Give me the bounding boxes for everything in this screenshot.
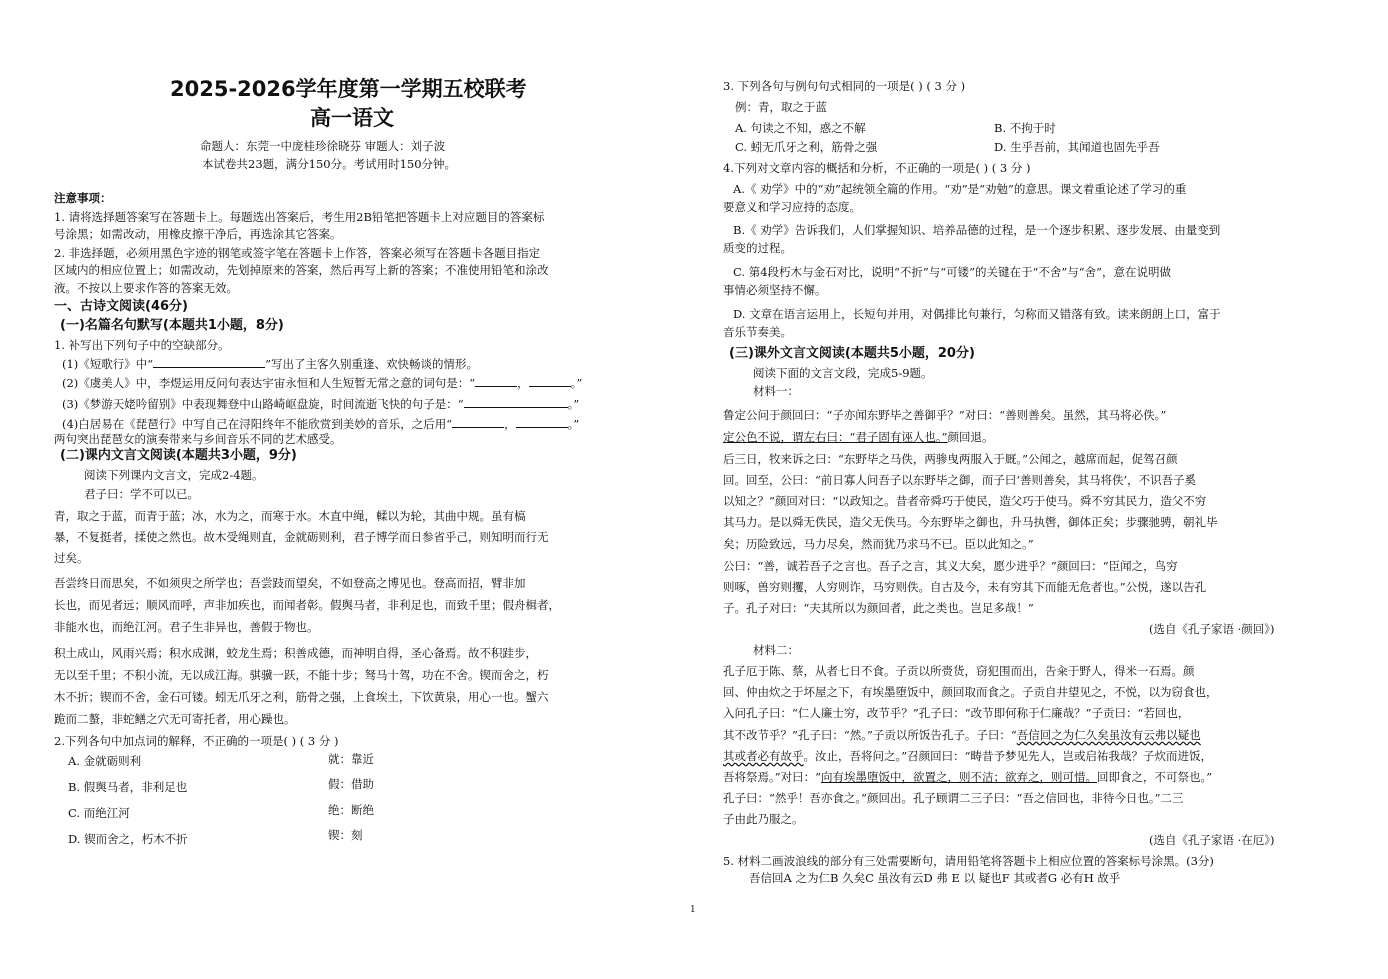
answer-blank[interactable] <box>516 416 568 428</box>
passage-line: 定公色不说，谓左右曰：“君子固有诬人也。”颜回退。 <box>723 430 994 444</box>
section-heading: 一、古诗文阅读(46分) <box>54 299 188 314</box>
passage-line: 暴，不复挺者，揉使之然也。故木受绳则直，金就砺则利，君子博学而日参省乎己，则知明而行无 <box>54 530 549 544</box>
q3-option-a[interactable]: A. 句读之不知，惑之不解 <box>735 121 866 135</box>
q3-option-b[interactable]: B. 不拘于时 <box>994 121 1056 135</box>
q3-example: 例：青，取之于蓝 <box>735 100 827 114</box>
q4-stem: 4.下列对文章内容的概括和分析，不正确的一项是( ) ( 3 分 ) <box>723 161 1031 175</box>
passage-line: 其不改节乎？”孔子曰：“然。”子贡以所饭告孔子。子曰：“吾信回之为仁久矣虽汝有云弗以疑也 <box>723 728 1201 742</box>
passage-line: 过矣。 <box>54 551 89 565</box>
passage-line: 跪而二螯，非蛇鳝之穴无可寄托者，用心躁也。 <box>54 712 296 726</box>
q2-option-d[interactable]: D. 锲而舍之，朽木不折 <box>68 832 188 846</box>
passage-line: 吾尝终日而思矣，不如须臾之所学也；吾尝跂而望矣，不如登高之博见也。登高而招，臂非加 <box>54 576 526 590</box>
q4-option-b-cont: 质变的过程。 <box>723 241 792 255</box>
q2-stem: 2.下列各句中加点词的解释，不正确的一项是( ) ( 3 分 ) <box>54 734 339 748</box>
q4-option-d-cont: 音乐节奏美。 <box>723 325 792 339</box>
material-label: 材料二： <box>753 643 799 657</box>
passage-line: 其马力。是以舜无佚民，造父无佚马。今东野毕之御也，升马执辔，御体正矣；步骤驰骋，朝礼毕 <box>723 515 1218 529</box>
passage-line: 其或者必有故乎。汝止，吾将问之。”召颜回曰：“畴昔予梦见先人，岂或启祐我哉？子炊而进饭， <box>723 749 1213 763</box>
q1-item-3: (3)《梦游天姥吟留别》中表现舞登中山路崎岖盘旋，时间流逝飞快的句子是：“ 。” <box>62 397 580 411</box>
passage-line: 青，取之于蓝，而青于蓝；冰，水为之，而寒于水。木直中绳，輮以为轮，其曲中规。虽有槁 <box>54 509 526 523</box>
passage-line: 后三日，牧来诉之曰：“东野毕之马佚，两骖曳两服入于厩。”公闻之，越席而起，促驾召颜 <box>723 452 1178 466</box>
q2-gloss-d: 锲：刻 <box>328 828 363 842</box>
passage-line: 公曰：“善，诚若吾子之言也。吾子之言，其义大矣，愿少进乎？”颜回曰：“臣闻之，鸟穷 <box>723 559 1178 573</box>
q2-option-c[interactable]: C. 而绝江河 <box>68 806 130 820</box>
notice-line: 液。不按以上要求作答的答案无效。 <box>54 281 238 295</box>
q1-item-1: (1)《短歌行》中“ ”写出了主客久别重逢、欢快畅谈的情形。 <box>62 357 479 371</box>
answer-blank[interactable] <box>153 356 265 368</box>
q2-option-a[interactable]: A. 金就砺则利 <box>68 754 142 768</box>
q3-stem: 3. 下列各句与例句句式相同的一项是( ) ( 3 分 ) <box>723 79 966 93</box>
q1-item-4-cont: 两句突出琵琶女的演奏带来与乡间音乐不同的艺术感受。 <box>54 432 342 446</box>
passage-line: 子由此乃服之。 <box>723 812 804 826</box>
passage-line: 子。孔子对曰：“夫其所以为颜回者，此之类也。岂足多哉！” <box>723 601 1034 615</box>
notice-line: 区域内的相应位置上；如需改动，先划掉原来的答案，然后再写上新的答案；不准使用铅笔和涂改 <box>54 263 549 277</box>
q3-option-c[interactable]: C. 蚓无爪牙之利，筋骨之强 <box>735 140 878 154</box>
passage-line: 积土成山，风雨兴焉；积水成渊，蛟龙生焉；积善成德，而神明自得，圣心备焉。故不积跬步， <box>54 646 537 660</box>
q1-stem: 1. 补写出下列句子中的空缺部分。 <box>54 338 230 352</box>
exam-authors: 命题人：东莞一中庞桂珍徐晓芬 审题人：刘子波 <box>200 139 446 153</box>
passage-line: 回、仲由炊之于坏屋之下，有埃墨堕饭中，颜回取而食之。子贡自井望见之，不悦，以为窃食也， <box>723 685 1218 699</box>
source-citation: (选自《孔子家语 ·在厄》) <box>1149 833 1275 847</box>
notice-line: 号涂黑；如需改动，用橡皮擦干净后，再选涂其它答案。 <box>54 227 342 241</box>
q2-gloss-a: 就：靠近 <box>328 752 374 766</box>
q5-options[interactable]: 吾信回A 之为仁B 久矣C 虽汝有云D 弗 E 以 疑也F 其或者G 必有H 故乎 <box>749 871 1121 885</box>
part-heading: (三)课外文言文阅读(本题共5小题，20分) <box>729 346 975 361</box>
q2-option-b[interactable]: B. 假舆马者，非利足也 <box>68 780 188 794</box>
part-heading: (二)课内文言文阅读(本题共3小题，9分) <box>60 448 297 463</box>
material-label: 材料一： <box>753 384 799 398</box>
exam-title: 2025-2026学年度第一学期五校联考 <box>170 77 527 101</box>
exam-info: 本试卷共23题，满分150分。考试用时150分钟。 <box>202 157 457 171</box>
passage-line: 非能水也，而绝江河。君子生非异也，善假于物也。 <box>54 620 319 634</box>
source-citation: (选自《孔子家语 ·颜回》) <box>1149 622 1275 636</box>
q3-option-d[interactable]: D. 生乎吾前，其闻道也固先乎吾 <box>994 140 1160 154</box>
passage-line: 长也，而见者远；顺风而呼，声非加疾也，而闻者彰。假舆马者，非利足也，而致千里；假舟楫者， <box>54 598 560 612</box>
passage-line: 吾将祭焉。”对曰：“向有埃墨堕饭中，欲置之，则不洁；欲弃之，则可惜。回即食之，不可祭也。” <box>723 770 1213 784</box>
q4-option-c-cont: 事情必须坚持不懈。 <box>723 283 827 297</box>
q1-item-2: (2)《虞美人》中，李煜运用反问句表达宇宙永恒和人生短暂无常之意的词句是：“ ， 。” <box>62 376 583 390</box>
passage-line: 矣；历险致远，马力尽矣，然而犹乃求马不已。臣以此知之。” <box>723 537 1034 551</box>
passage-line: 孔子曰：“然乎！吾亦食之。”颜回出。孔子顾谓二三子曰：“吾之信回也，非待今日也。”二三 <box>723 791 1184 805</box>
notice-heading: 注意事项： <box>54 191 112 205</box>
answer-blank[interactable] <box>452 416 504 428</box>
q2-gloss-c: 绝：断绝 <box>328 803 374 817</box>
q4-option-d[interactable]: D. 文章在语言运用上，长短句并用，对偶排比句兼行，匀称而又错落有致。读来朗朗上口，富于 <box>733 307 1221 321</box>
passage-line: 鲁定公问于颜回曰：“子亦闻东野毕之善御乎？”对曰：“善则善矣。虽然，其马将必佚。” <box>723 408 1167 422</box>
exam-subject: 高一语文 <box>310 106 394 130</box>
passage-line: 以知之？”颜回对曰：“以政知之。昔者帝舜巧于使民，造父巧于使马。舜不穷其民力，造父不穷 <box>723 494 1207 508</box>
page-number: 1 <box>690 905 696 915</box>
part-heading: (一)名篇名句默写(本题共1小题，8分) <box>60 318 284 333</box>
passage-line: 回。回至，公曰：“前日寡人问吾子以东野毕之御，而子曰‘善则善矣，其马将佚’，不识吾子奚 <box>723 473 1197 487</box>
q4-option-b[interactable]: B.《 劝学》告诉我们，人们掌握知识、培养品德的过程，是一个逐步积累、逐步发展、由量变到 <box>733 223 1221 237</box>
answer-blank[interactable] <box>475 375 517 387</box>
passage-line: 无以至千里；不积小流，无以成江海。骐骥一跃，不能十步；驽马十驾，功在不舍。锲而舍之，朽 <box>54 668 549 682</box>
notice-line: 1. 请将选择题答案写在答题卡上。每题选出答案后，考生用2B铅笔把答题卡上对应题目的答案标 <box>54 210 545 224</box>
q5-stem: 5. 材料二画波浪线的部分有三处需要断句，请用铅笔将答题卡上相应位置的答案标号涂黑。(3分) <box>723 854 1214 868</box>
answer-blank[interactable] <box>529 375 571 387</box>
notice-line: 2. 非选择题，必须用黑色字迹的钢笔或签字笔在答题卡上作答，答案必须写在答题卡各题目指定 <box>54 246 541 260</box>
passage-line: 孔子厄于陈、蔡，从者七日不食。子贡以所赍货，窃犯围而出，告籴于野人，得米一石焉。颜 <box>723 664 1195 678</box>
passage-line: 木不折；锲而不舍，金石可镂。蚓无爪牙之利，筋骨之强，上食埃土，下饮黄泉，用心一也。蟹六 <box>54 690 549 704</box>
q4-option-c[interactable]: C. 第4段朽木与金石对比，说明“不折”与“可镂”的关键在于“不舍”与“舍”，意在说明做 <box>733 265 1172 279</box>
passage-intro: 阅读下列课内文言文，完成2-4题。 <box>84 468 264 482</box>
q4-option-a-cont: 要意义和学习应持的态度。 <box>723 200 861 214</box>
passage-line: 则啄，兽穷则攫，人穷则诈，马穷则佚。自古及今，未有穷其下而能无危者也。”公悦，遂以告孔 <box>723 580 1207 594</box>
answer-blank[interactable] <box>464 396 568 408</box>
passage-intro: 阅读下面的文言文段，完成5-9题。 <box>753 366 933 380</box>
q4-option-a[interactable]: A.《 劝学》中的“劝”起统领全篇的作用。“劝”是“劝勉”的意思。课文着重论述了学习的重 <box>733 182 1187 196</box>
passage-line: 君子曰：学不可以已。 <box>84 487 199 501</box>
q1-item-4: (4)白居易在《琵琶行》中写自己在浔阳终年不能欣赏到美妙的音乐，之后用“ ， 。” <box>62 417 580 431</box>
q2-gloss-b: 假：借助 <box>328 777 374 791</box>
passage-line: 入问孔子曰：“仁人廉士穷，改节乎？”孔子曰：“改节即何称于仁廉哉？”子贡曰：“若回也， <box>723 706 1190 720</box>
